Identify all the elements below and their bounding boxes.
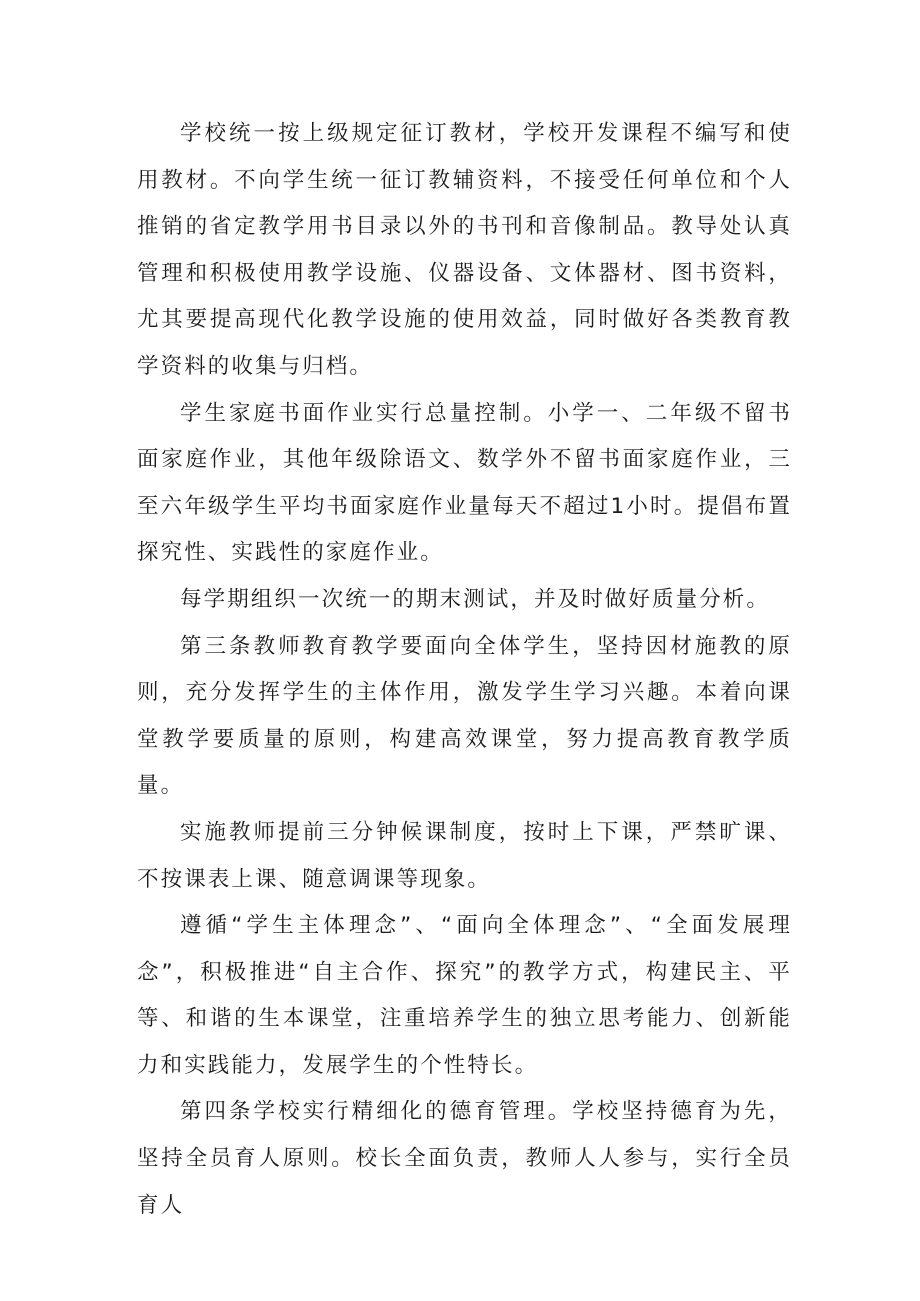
paragraph-article-three: 第三条教师教育教学要面向全体学生，坚持因材施教的原则，充分发挥学生的主体作用，激发学生学习兴趣。本着向课堂教学要质量的原则，构建高效课堂，努力提高教育教学质量。 — [137, 633, 792, 799]
paragraph-class-schedule: 实施教师提前三分钟候课制度，按时上下课，严禁旷课、不按课表上课、随意调课等现象。 — [137, 819, 792, 892]
document-body — [137, 111, 792, 1229]
paragraph-final-exam: 每学期组织一次统一的期末测试，并及时做好质量分析。 — [180, 586, 771, 612]
paragraph-homework: 学生家庭书面作业实行总量控制。小学一、二年级不留书面家庭作业，其他年级除语文、数学外不留书面家庭作业，三至六年级学生平均书面家庭作业量每天不超过1小时。提倡布置探究性、实践性的家庭作业。 — [137, 400, 792, 566]
paragraph-article-four: 第四条学校实行精细化的德育管理。学校坚持德育为先，坚持全员育人原则。校长全面负责，教师人人参与，实行全员育人 — [137, 1099, 792, 1218]
paragraph-textbooks: 学校统一按上级规定征订教材，学校开发课程不编写和使用教材。不向学生统一征订教辅资料，不接受任何单位和个人推销的省定教学用书目录以外的书刊和音像制品。教导处认真管理和积极使用教学设施、仪器设备、文体器材、图书资料，尤其要提高现代化教学设施的使用效益，同时做好各类教育教学资料的收集与归档。 — [137, 121, 792, 379]
paragraph-teaching-concepts: 遵循“学生主体理念”、“面向全体理念”、“全面发展理念”，积极推进“自主合作、探究”的教学方式，构建民主、平等、和谐的生本课堂，注重培养学生的独立思考能力、创新能力和实践能力，发展学生的个性特长。 — [137, 913, 792, 1078]
